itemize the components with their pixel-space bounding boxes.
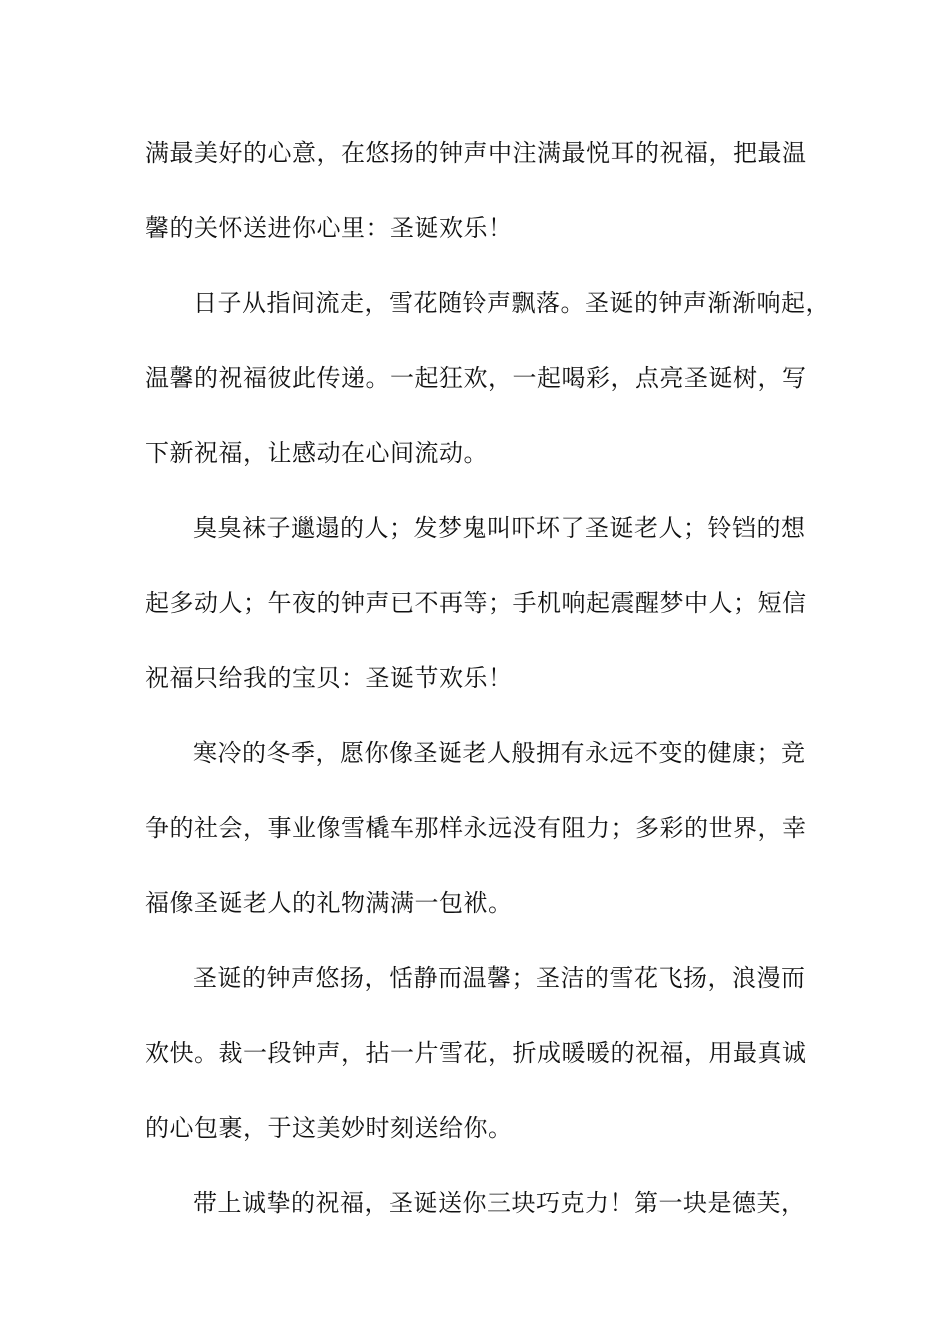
paragraph	[145, 281, 835, 506]
text-line: 的心包裹，于这美妙时刻送给你。	[145, 1114, 513, 1142]
paragraph	[145, 131, 835, 281]
text-line: 争的社会，事业像雪橇车那样永远没有阻力；多彩的世界，幸	[145, 814, 807, 842]
text-line: 温馨的祝福彼此传递。一起狂欢，一起喝彩，点亮圣诞树，写	[145, 364, 807, 392]
text-line: 欢快。裁一段钟声，拈一片雪花，折成暖暖的祝福，用最真诚	[145, 1039, 807, 1067]
text-line: 带上诚挚的祝福，圣诞送你三块巧克力！第一块是德芙，	[193, 1189, 806, 1217]
text-line: 圣诞的钟声悠扬，恬静而温馨；圣洁的雪花飞扬，浪漫而	[193, 964, 806, 992]
paragraph	[145, 731, 835, 956]
text-line: 起多动人；午夜的钟声已不再等；手机响起震醒梦中人；短信	[145, 589, 807, 617]
paragraph	[145, 1181, 835, 1256]
text-line: 下新祝福，让感动在心间流动。	[145, 439, 488, 467]
text-line: 福像圣诞老人的礼物满满一包袱。	[145, 889, 513, 917]
text-line: 满最美好的心意，在悠扬的钟声中注满最悦耳的祝福，把最温	[145, 139, 807, 167]
text-line: 臭臭袜子邋遢的人；发梦鬼叫吓坏了圣诞老人；铃铛的想	[193, 514, 806, 542]
text-line: 祝福只给我的宝贝：圣诞节欢乐！	[145, 664, 513, 692]
text-line: 寒冷的冬季，愿你像圣诞老人般拥有永远不变的健康；竞	[193, 739, 806, 767]
text-line: 馨的关怀送进你心里：圣诞欢乐！	[145, 214, 513, 242]
paragraph	[145, 506, 835, 731]
paragraph	[145, 956, 835, 1181]
document-body	[145, 131, 835, 1256]
text-line: 日子从指间流走，雪花随铃声飘落。圣诞的钟声渐渐响起，	[193, 289, 830, 317]
